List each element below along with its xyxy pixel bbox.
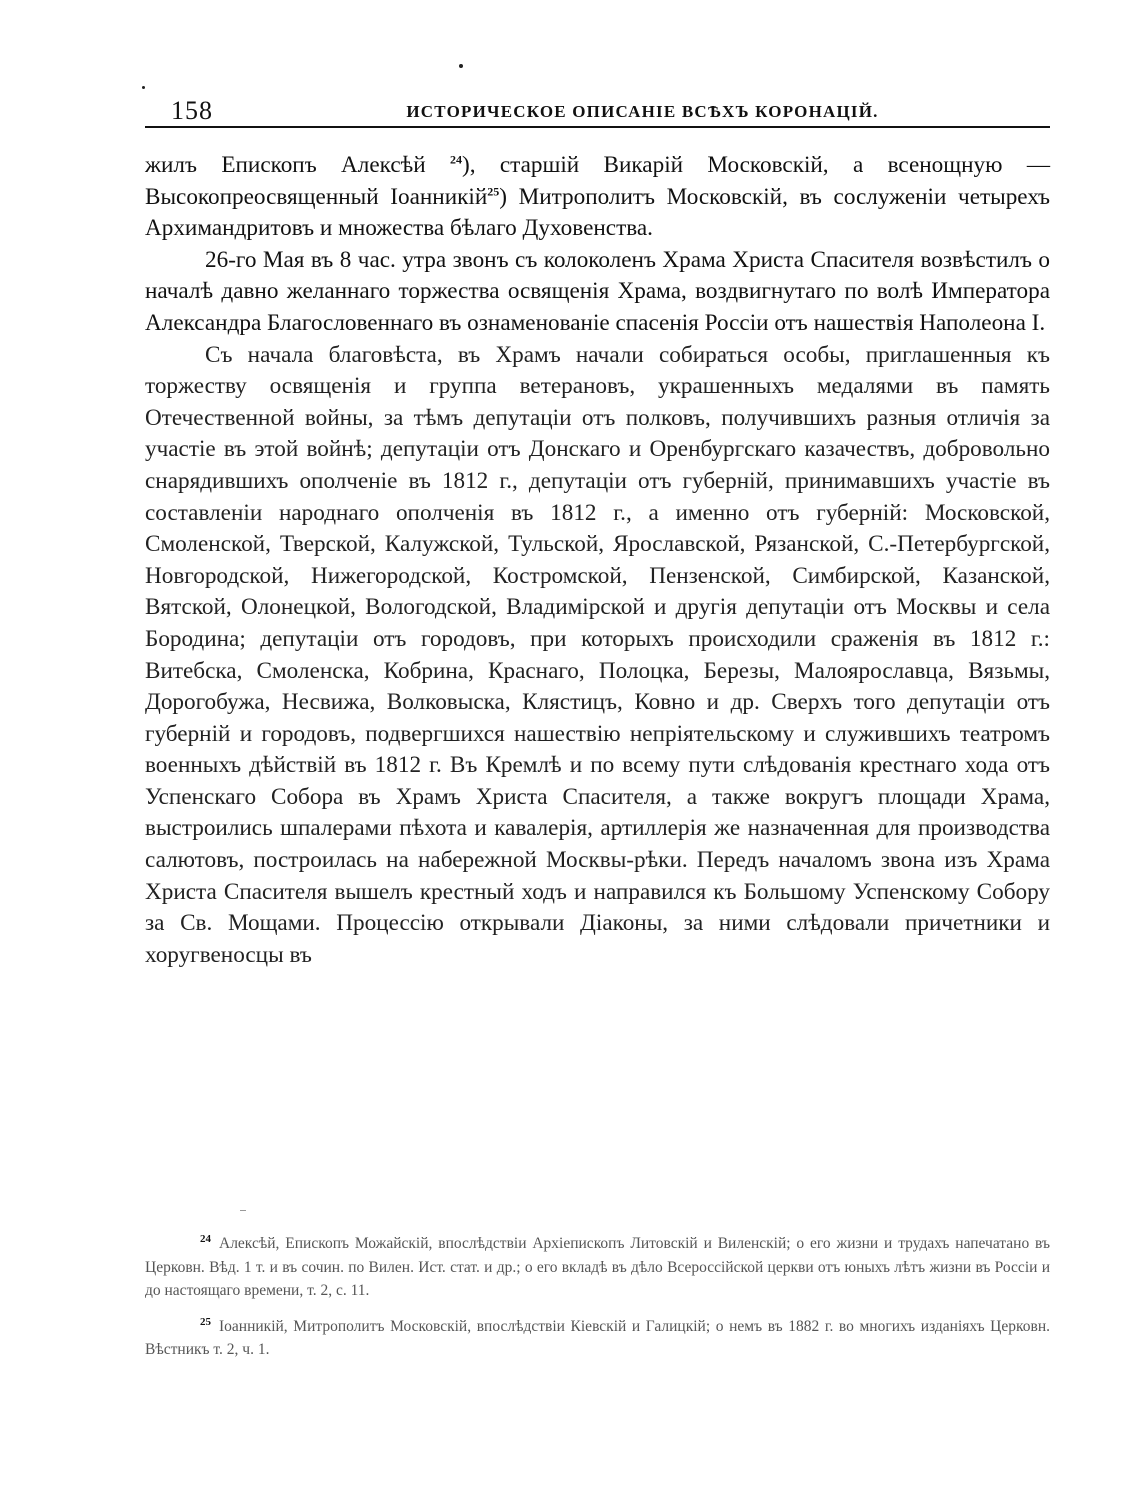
header-rule [145, 126, 1050, 128]
footnote-mark: 25 [200, 1315, 211, 1328]
footnote-text: Алексѣй, Епископъ Можайскій, впослѣдствіи Архіепископъ Литовскій и Виленскій; о его жизни и трудахъ напечатано въ Церковн. Вѣд. 1 т. и въ сочин. по Вилен. Ист. стат. и др.; о его вкладѣ въ дѣло Всероссійской церкви отъ юныхъ лѣтъ жизни въ Россіи и до настоящаго времени, т. 2, с. 11. [145, 1235, 1050, 1300]
print-speck [142, 86, 145, 89]
paragraph-1-text-b: ), старшій Викарій Московскій, а всенощную — Высокопреосвященный Іоанникій [145, 152, 1051, 210]
footnote-mark: 24 [200, 1233, 211, 1245]
paragraph-1-text-a: жилъ Епископъ Алексѣй [145, 152, 450, 178]
main-text [145, 150, 1050, 971]
paragraph-1 [145, 150, 1050, 245]
page-header [145, 96, 1050, 126]
running-head: ИСТОРИЧЕСКОЕ ОПИСАНІЕ ВСѢХЪ КОРОНАЦІЙ. [406, 102, 879, 121]
footnote-ref-24: 24 [450, 152, 462, 167]
print-speck [459, 64, 463, 68]
page-number: 158 [171, 96, 213, 125]
footnote-divider [240, 1210, 246, 1211]
footnote-24 [145, 1228, 1050, 1303]
paragraph-1-text-c: ) Митрополитъ Московскій, въ сослуженіи четырехъ Архимандритовъ и множества бѣлаго Духовенства. [145, 183, 1050, 242]
footnote-25 [145, 1311, 1050, 1362]
footnote-ref-25: 25 [487, 183, 500, 198]
footnote-text: Іоанникій, Митрополитъ Московскій, впослѣдствіи Кіевскій и Галицкій; о немъ въ 1882 г. во многихъ изданіяхъ Церковн. Вѣстникъ т. 2, ч. 1. [145, 1317, 1050, 1359]
paragraph-3: Съ начала благовѣста, въ Храмъ начали собираться особы, приглашенныя къ торжеству освященія и группа ветерановъ, украшенныхъ медалями въ память Отечественной войны, за тѣмъ депутаціи отъ полковъ, получившихъ разныя отличія за участіе въ этой войнѣ; депутаціи отъ Донскаго и Оренбургскаго казачествъ, добровольно снарядившихъ ополченіе въ 1812 г., депутаціи отъ губерній, принимавшихъ участіе въ составленіи народнаго ополченія въ 1812 г., а именно отъ губерній: Московской, Смоленской, Тверской, Калужской, Тульской, Ярославской, Рязанской, С.-Петербургской, Новгородской, Нижегородской, Костромской, Пензенской, Симбирской, Казанской, Вятской, Олонецкой, Вологодской, Владимірской и другія депутаціи отъ Москвы и села Бородина; депутаціи отъ городовъ, при которыхъ происходили сраженія въ 1812 г.: Витебска, Смоленска, Кобрина, Краснаго, Полоцка, Березы, Малоярославца, Вязьмы, Дорогобужа, Несвижа, Волковыска, Клястицъ, Ковно и др. Сверхъ того депутаціи отъ губерній и городовъ, подвергшихся нашествію непріятельскому и служившихъ театромъ военныхъ дѣйствій въ 1812 г. Въ Кремлѣ и по всему пути слѣдованія крестнаго хода отъ Успенскаго Собора въ Храмъ Христа Спасителя, а также вокругъ площади Храма, выстроились шпалерами пѣхота и кавалерія, артиллерія же назначенная для производства салютовъ, построилась на набережной Москвы-рѣки. Передъ началомъ звона изъ Храма Христа Спасителя вышелъ крестный ходъ и направился къ Большому Успенскому Собору за Св. Мощами. Процессію открывали Діаконы, за ними слѣдовали причетники и хоругвеносцы въ [145, 341, 1050, 968]
footnotes [145, 1228, 1050, 1370]
paragraph-2: 26-го Мая въ 8 час. утра звонъ съ колоколенъ Храма Христа Спасителя возвѣстилъ о началѣ давно желаннаго торжества освященія Храма, воздвигнутаго по волѣ Императора Александра Благословеннаго въ ознаменованіе спасенія Россіи отъ нашествія Наполеона I. [145, 246, 1050, 336]
